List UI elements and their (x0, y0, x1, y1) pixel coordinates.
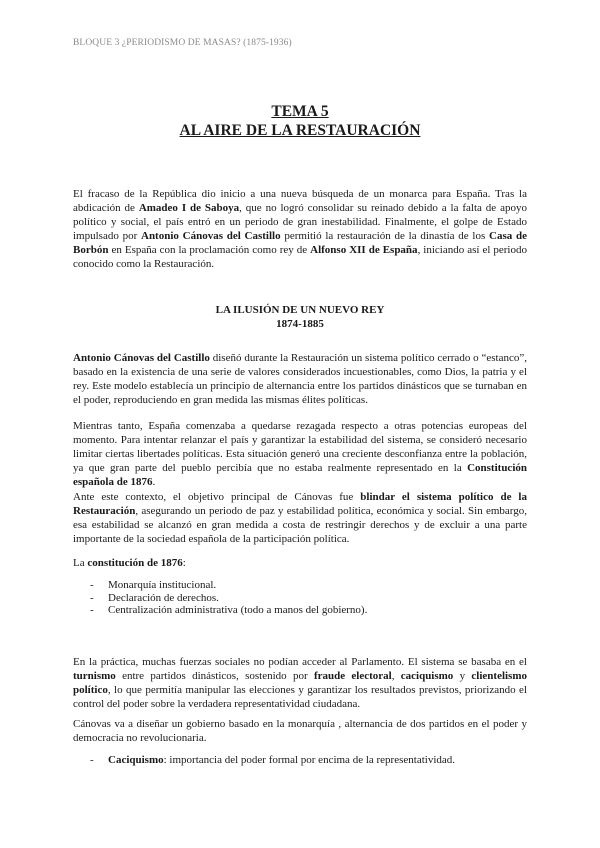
chapter-title: AL AIRE DE LA RESTAURACIÓN (179, 122, 421, 139)
chapter-number: TEMA 5 (271, 103, 329, 120)
caciquismo-list (90, 754, 520, 767)
constitution-list (90, 579, 520, 617)
list-item: - Declaración de derechos. (90, 591, 219, 604)
section-title: LA ILUSIÓN DE UN NUEVO REY (215, 304, 385, 316)
paragraph-canovas-system: Antonio Cánovas del Castillo diseñó durante la Restauración un sistema político cerrado o “estanco”, basado en la existencia de una serie de valores considerados incuestionables, como Dios, la patria y el rey. Este modelo establecía un principio de alternancia entre los partidos dinásticos que se turnaban en el poder, reproduciendo en gran medida las mismas élites políticas. (73, 352, 528, 407)
paragraph-canovas-objective: Ante este contexto, el objetivo principal de Cánovas fue blindar el sistema político de la Restauración, asegurando un periodo de paz y estabilidad política, económica y social. Sin embargo, esa estabilidad se alcanzó en gran medida a costa de restringir derechos y de excluir a una parte importante de la sociedad española de la participación política. (73, 491, 527, 546)
section-dates: 1874-1885 (276, 318, 324, 330)
running-header: BLOQUE 3 ¿PERIODISMO DE MASAS? (1875-1936) (73, 38, 292, 48)
paragraph-practice: En la práctica, muchas fuerzas sociales no podían acceder al Parlamento. El sistema se basaba en el turnismo entre partidos dinásticos, sostenido por fraude electoral, caciquismo y clientelismo político, lo que permitía manipular las elecciones y garantizar los resultados previstos, priorizando el control del poder sobre la verdadera representatividad ciudadana. (73, 656, 528, 711)
paragraph-constitution-intro: La constitución de 1876: (73, 557, 186, 569)
list-item: - Caciquismo: importancia del poder formal por encima de la representatividad. (90, 754, 456, 766)
list-item: - Monarquía institucional. (90, 579, 217, 591)
intro-paragraph: El fracaso de la República dio inicio a una nueva búsqueda de un monarca para España. Tras la abdicación de Amadeo I de Saboya, que no logró consolidar su reinado debido a la falta de apoyo político y social, el país entró en un periodo de gran inestabilidad. Finalmente, el golpe de Estado impulsado por Antonio Cánovas del Castillo permitió la restauración de la dinastía de los Casa de Borbón en España con la proclamación como rey de Alfonso XII de España, iniciando así el periodo conocido como la Restauración. (73, 188, 528, 271)
paragraph-government-design: Cánovas va a diseñar un gobierno basado en la monarquía , alternancia de dos partidos en el poder y democracia no revolucionaria. (73, 718, 527, 745)
list-item: - Centralización administrativa (todo a manos del gobierno). (90, 604, 368, 616)
paragraph-spain-context: Mientras tanto, España comenzaba a quedarse rezagada respecto a otras potencias europeas del momento. Para intentar relanzar el país y garantizar la estabilidad del sistema, se consideró necesario limitar ciertas libertades políticas. Esta situación generó una creciente desconfianza entre la población, ya que gran parte del pueblo percibía que no estaba realmente representado en la Constitución española de 1876. (73, 420, 527, 489)
